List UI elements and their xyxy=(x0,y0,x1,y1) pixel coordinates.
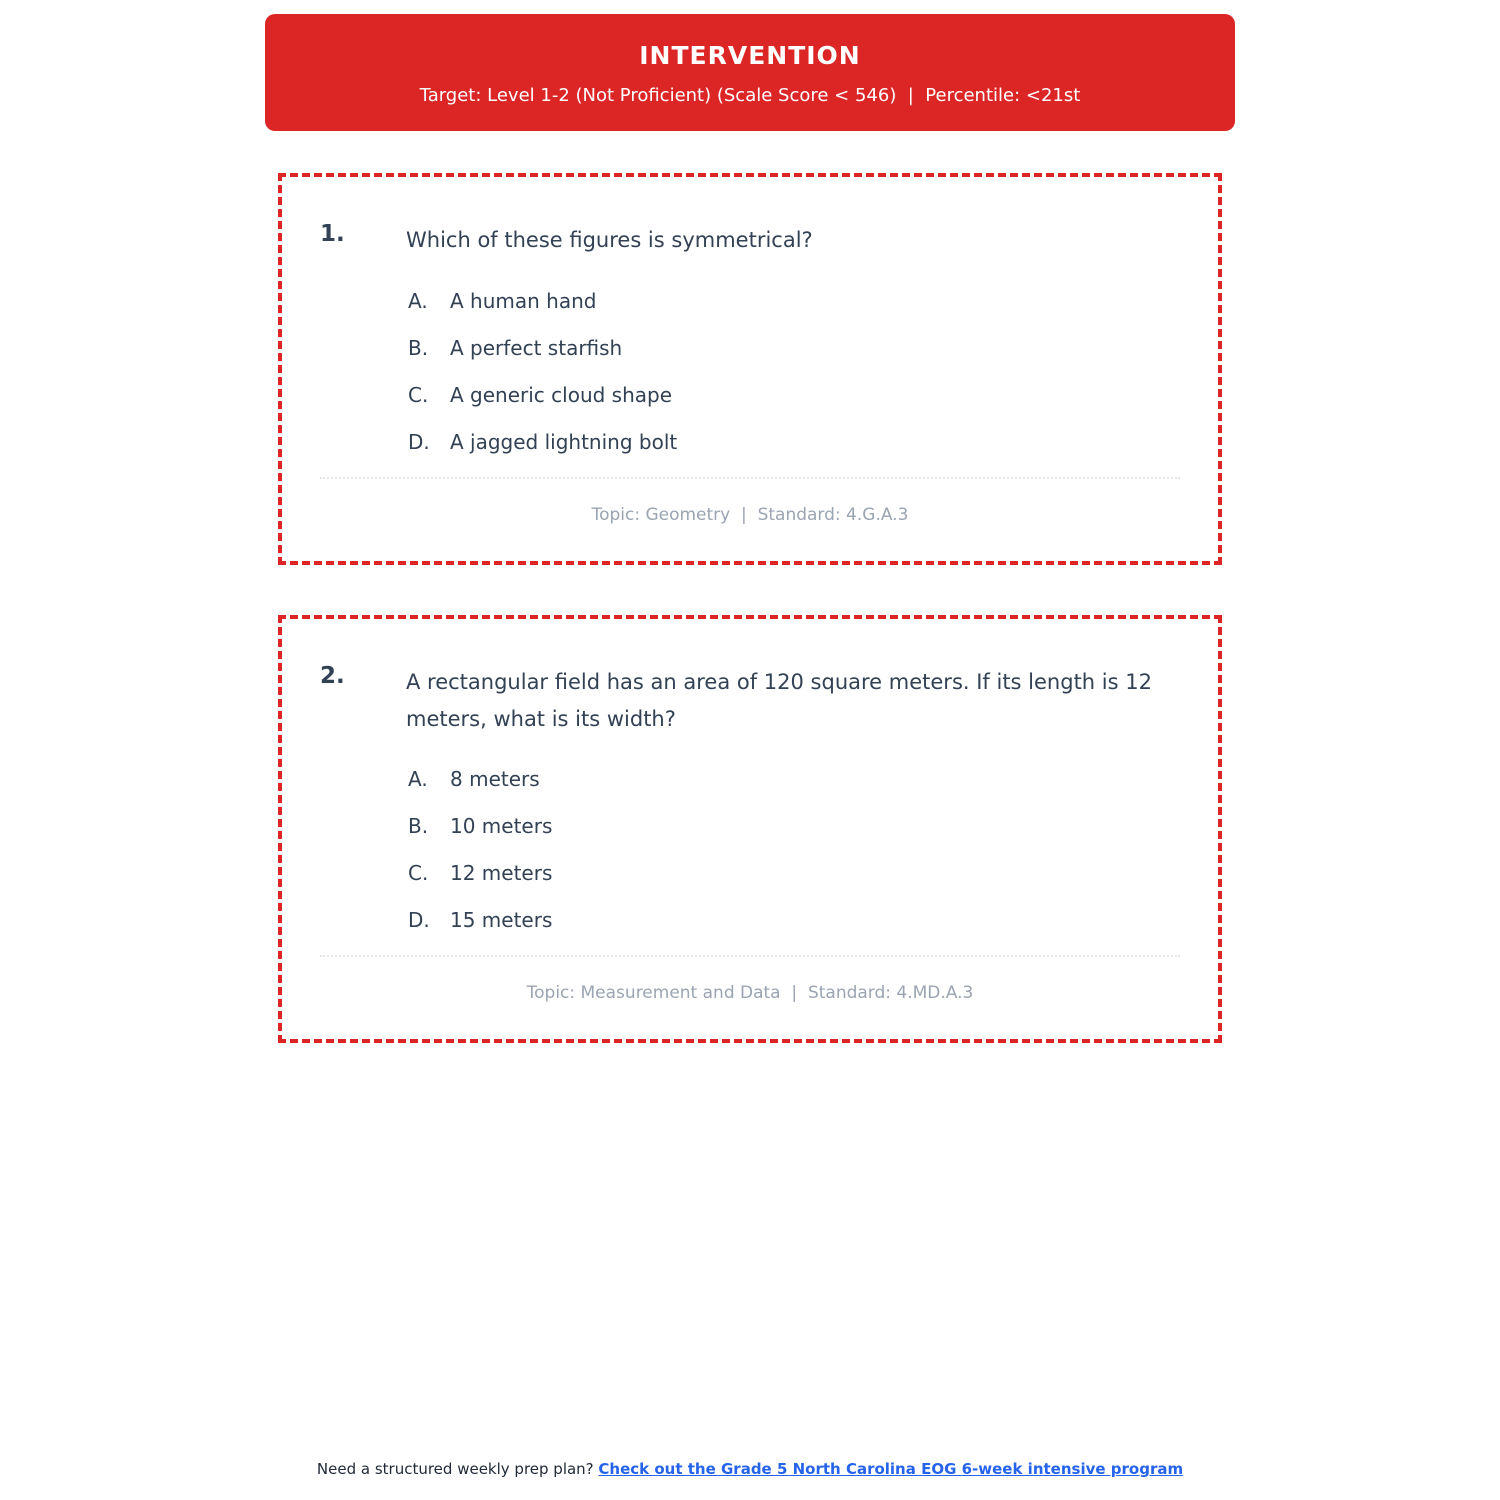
option-letter: B. xyxy=(408,335,429,360)
option-letter: C. xyxy=(408,861,429,886)
option-c xyxy=(408,861,1180,885)
option-text: 10 meters xyxy=(450,814,553,839)
option-text: 12 meters xyxy=(450,861,553,886)
option-a xyxy=(408,767,1180,791)
intervention-banner xyxy=(265,14,1235,131)
page-footer xyxy=(0,1460,1500,1478)
footer-program-link[interactable]: Check out the Grade 5 North Carolina EOG 6-week intensive program xyxy=(598,1460,1184,1478)
worksheet-container xyxy=(265,0,1235,1043)
option-b xyxy=(408,814,1180,838)
option-text: A human hand xyxy=(450,288,597,313)
option-letter: C. xyxy=(408,382,429,407)
topic-standard-line: Topic: Measurement and Data | Standard: 4.MD.A.3 xyxy=(526,983,974,1004)
question-row xyxy=(320,221,1180,259)
dotted-divider xyxy=(320,955,1180,957)
question-text: Which of these figures is symmetrical? xyxy=(406,228,813,252)
options-list xyxy=(408,767,1180,932)
option-letter: A. xyxy=(408,288,428,313)
option-letter: A. xyxy=(408,767,428,792)
option-letter: B. xyxy=(408,814,429,839)
question-number: 1. xyxy=(320,221,345,247)
question-text: A rectangular field has an area of 120 square meters. If its length is 12 meters, what is its width? xyxy=(406,669,1152,731)
question-number: 2. xyxy=(320,662,345,689)
question-card-2 xyxy=(278,615,1222,1044)
question-card-1 xyxy=(278,173,1222,565)
option-text: 15 meters xyxy=(450,908,553,933)
question-row xyxy=(320,663,1180,738)
option-text: A jagged lightning bolt xyxy=(450,429,678,454)
topic-standard-line: Topic: Geometry | Standard: 4.G.A.3 xyxy=(591,504,909,525)
option-letter: D. xyxy=(408,908,430,933)
banner-title: INTERVENTION xyxy=(639,41,861,70)
dotted-divider xyxy=(320,477,1180,479)
option-a xyxy=(408,289,1180,313)
option-d xyxy=(408,430,1180,454)
option-d xyxy=(408,908,1180,932)
banner-subtitle: Target: Level 1-2 (Not Proficient) (Scale Score < 546) | Percentile: <21st xyxy=(419,85,1081,106)
option-c xyxy=(408,383,1180,407)
option-text: A generic cloud shape xyxy=(450,382,673,407)
option-text: A perfect starfish xyxy=(450,335,623,360)
footer-prompt: Need a structured weekly prep plan? xyxy=(316,1460,599,1478)
option-b xyxy=(408,336,1180,360)
option-letter: D. xyxy=(408,429,430,454)
options-list xyxy=(408,289,1180,454)
option-text: 8 meters xyxy=(450,767,540,792)
